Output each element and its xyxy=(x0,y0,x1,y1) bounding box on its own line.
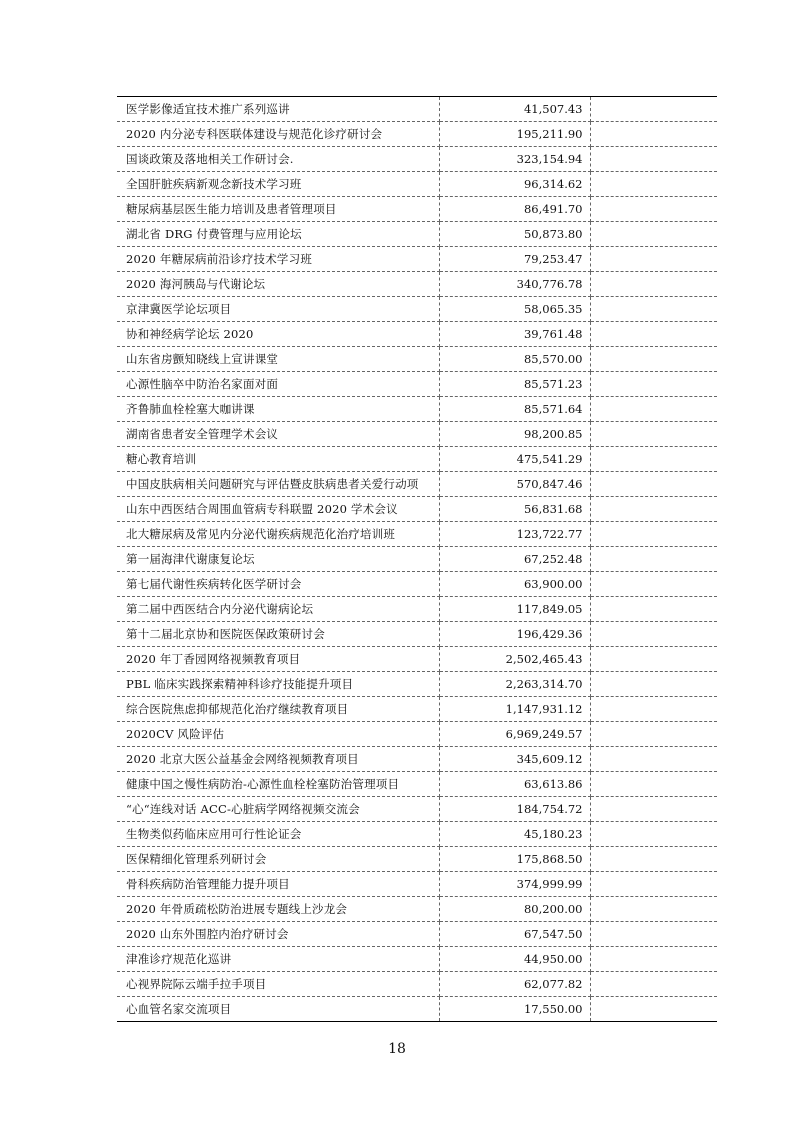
empty-cell xyxy=(590,622,717,647)
amount-cell: 44,950.00 xyxy=(439,947,590,972)
project-name-cell: “心“连线对话 ACC-心脏病学网络视频交流会 xyxy=(117,797,439,822)
project-name-cell: 第一届海津代谢康复论坛 xyxy=(117,547,439,572)
table-row xyxy=(117,972,717,997)
table-row xyxy=(117,247,717,272)
amount-cell: 85,570.00 xyxy=(439,347,590,372)
amount-cell: 63,613.86 xyxy=(439,772,590,797)
empty-cell xyxy=(590,397,717,422)
table-row xyxy=(117,547,717,572)
empty-cell xyxy=(590,122,717,147)
project-name-cell: 湖北省 DRG 付费管理与应用论坛 xyxy=(117,222,439,247)
amount-cell: 39,761.48 xyxy=(439,322,590,347)
project-name-cell: 国谈政策及落地相关工作研讨会. xyxy=(117,147,439,172)
project-name-cell: 2020 海河胰岛与代谢论坛 xyxy=(117,272,439,297)
empty-cell xyxy=(590,797,717,822)
amount-cell: 340,776.78 xyxy=(439,272,590,297)
project-name-cell: 医学影像适宜技术推广系列巡讲 xyxy=(117,97,439,122)
project-name-cell: 2020 年丁香园网络视频教育项目 xyxy=(117,647,439,672)
amount-cell: 2,502,465.43 xyxy=(439,647,590,672)
project-name-cell: 第十二届北京协和医院医保政策研讨会 xyxy=(117,622,439,647)
table-row xyxy=(117,647,717,672)
project-name-cell: 糖心教育培训 xyxy=(117,447,439,472)
table-row xyxy=(117,747,717,772)
project-name-cell: 生物类似药临床应用可行性论证会 xyxy=(117,822,439,847)
project-name-cell: 第七届代谢性疾病转化医学研讨会 xyxy=(117,572,439,597)
table-row xyxy=(117,597,717,622)
empty-cell xyxy=(590,372,717,397)
project-name-cell: 山东省房颤知晓线上宣讲课堂 xyxy=(117,347,439,372)
project-name-cell: 骨科疾病防治管理能力提升项目 xyxy=(117,872,439,897)
amount-cell: 374,999.99 xyxy=(439,872,590,897)
table-row xyxy=(117,722,717,747)
amount-cell: 1,147,931.12 xyxy=(439,697,590,722)
amount-cell: 45,180.23 xyxy=(439,822,590,847)
amount-cell: 79,253.47 xyxy=(439,247,590,272)
empty-cell xyxy=(590,847,717,872)
empty-cell xyxy=(590,872,717,897)
empty-cell xyxy=(590,572,717,597)
amount-cell: 195,211.90 xyxy=(439,122,590,147)
empty-cell xyxy=(590,472,717,497)
amount-cell: 323,154.94 xyxy=(439,147,590,172)
empty-cell xyxy=(590,447,717,472)
amount-cell: 50,873.80 xyxy=(439,222,590,247)
empty-cell xyxy=(590,247,717,272)
amount-cell: 85,571.64 xyxy=(439,397,590,422)
amount-cell: 86,491.70 xyxy=(439,197,590,222)
table-row xyxy=(117,447,717,472)
project-name-cell: 协和神经病学论坛 2020 xyxy=(117,322,439,347)
table-row xyxy=(117,897,717,922)
table-row xyxy=(117,322,717,347)
amount-cell: 175,868.50 xyxy=(439,847,590,872)
empty-cell xyxy=(590,922,717,947)
table-row xyxy=(117,122,717,147)
project-name-cell: 2020 内分泌专科医联体建设与规范化诊疗研讨会 xyxy=(117,122,439,147)
empty-cell xyxy=(590,197,717,222)
amount-cell: 117,849.05 xyxy=(439,597,590,622)
empty-cell xyxy=(590,272,717,297)
empty-cell xyxy=(590,172,717,197)
project-expense-table xyxy=(117,96,717,1022)
amount-cell: 345,609.12 xyxy=(439,747,590,772)
table-row xyxy=(117,822,717,847)
table-row xyxy=(117,347,717,372)
amount-cell: 67,547.50 xyxy=(439,922,590,947)
table-row xyxy=(117,922,717,947)
table-row xyxy=(117,197,717,222)
table-row xyxy=(117,372,717,397)
amount-cell: 184,754.72 xyxy=(439,797,590,822)
table-row xyxy=(117,572,717,597)
amount-cell: 2,263,314.70 xyxy=(439,672,590,697)
amount-cell: 58,065.35 xyxy=(439,297,590,322)
project-name-cell: 2020CV 风险评估 xyxy=(117,722,439,747)
empty-cell xyxy=(590,997,717,1022)
page-number: 18 xyxy=(388,1041,406,1057)
project-name-cell: 齐鲁肺血栓栓塞大咖讲课 xyxy=(117,397,439,422)
project-name-cell: 中国皮肤病相关问题研究与评估暨皮肤病患者关爱行动项 xyxy=(117,472,439,497)
table-row xyxy=(117,222,717,247)
project-name-cell: 第二届中西医结合内分泌代谢病论坛 xyxy=(117,597,439,622)
empty-cell xyxy=(590,697,717,722)
project-name-cell: 糖尿病基层医生能力培训及患者管理项目 xyxy=(117,197,439,222)
project-name-cell: 津准诊疗规范化巡讲 xyxy=(117,947,439,972)
project-name-cell: 医保精细化管理系列研讨会 xyxy=(117,847,439,872)
amount-cell: 475,541.29 xyxy=(439,447,590,472)
empty-cell xyxy=(590,322,717,347)
amount-cell: 62,077.82 xyxy=(439,972,590,997)
amount-cell: 63,900.00 xyxy=(439,572,590,597)
table-row xyxy=(117,672,717,697)
table-row xyxy=(117,172,717,197)
table-row xyxy=(117,697,717,722)
project-name-cell: PBL 临床实践探索精神科诊疗技能提升项目 xyxy=(117,672,439,697)
project-name-cell: 综合医院焦虑抑郁规范化治疗继续教育项目 xyxy=(117,697,439,722)
empty-cell xyxy=(590,822,717,847)
project-name-cell: 心源性脑卒中防治名家面对面 xyxy=(117,372,439,397)
empty-cell xyxy=(590,672,717,697)
amount-cell: 41,507.43 xyxy=(439,97,590,122)
amount-cell: 85,571.23 xyxy=(439,372,590,397)
empty-cell xyxy=(590,222,717,247)
table-row xyxy=(117,272,717,297)
table-row xyxy=(117,472,717,497)
project-name-cell: 山东中西医结合周围血管病专科联盟 2020 学术会议 xyxy=(117,497,439,522)
amount-cell: 196,429.36 xyxy=(439,622,590,647)
amount-cell: 56,831.68 xyxy=(439,497,590,522)
table-row xyxy=(117,522,717,547)
amount-cell: 6,969,249.57 xyxy=(439,722,590,747)
table-row xyxy=(117,872,717,897)
table-row xyxy=(117,997,717,1022)
amount-cell: 123,722.77 xyxy=(439,522,590,547)
project-name-cell: 京津冀医学论坛项目 xyxy=(117,297,439,322)
project-name-cell: 2020 年糖尿病前沿诊疗技术学习班 xyxy=(117,247,439,272)
project-name-cell: 心血管名家交流项目 xyxy=(117,997,439,1022)
empty-cell xyxy=(590,947,717,972)
empty-cell xyxy=(590,722,717,747)
empty-cell xyxy=(590,147,717,172)
table-body xyxy=(117,97,717,1022)
project-name-cell: 2020 北京大医公益基金会网络视频教育项目 xyxy=(117,747,439,772)
empty-cell xyxy=(590,972,717,997)
project-name-cell: 湖南省患者安全管理学术会议 xyxy=(117,422,439,447)
project-name-cell: 2020 年骨质疏松防治进展专题线上沙龙会 xyxy=(117,897,439,922)
table-row xyxy=(117,422,717,447)
table-row xyxy=(117,497,717,522)
project-name-cell: 全国肝脏疾病新观念新技术学习班 xyxy=(117,172,439,197)
empty-cell xyxy=(590,897,717,922)
amount-cell: 67,252.48 xyxy=(439,547,590,572)
amount-cell: 96,314.62 xyxy=(439,172,590,197)
table-row xyxy=(117,297,717,322)
empty-cell xyxy=(590,547,717,572)
project-name-cell: 北大糖尿病及常见内分泌代谢疾病规范化治疗培训班 xyxy=(117,522,439,547)
empty-cell xyxy=(590,772,717,797)
project-name-cell: 2020 山东外围腔内治疗研讨会 xyxy=(117,922,439,947)
empty-cell xyxy=(590,497,717,522)
amount-cell: 570,847.46 xyxy=(439,472,590,497)
empty-cell xyxy=(590,97,717,122)
empty-cell xyxy=(590,747,717,772)
empty-cell xyxy=(590,347,717,372)
table-row xyxy=(117,847,717,872)
table-row xyxy=(117,147,717,172)
project-name-cell: 心视界院际云端手拉手项目 xyxy=(117,972,439,997)
empty-cell xyxy=(590,647,717,672)
table-row xyxy=(117,397,717,422)
amount-cell: 17,550.00 xyxy=(439,997,590,1022)
table-row xyxy=(117,97,717,122)
empty-cell xyxy=(590,597,717,622)
amount-cell: 80,200.00 xyxy=(439,897,590,922)
project-name-cell: 健康中国之慢性病防治-心源性血栓栓塞防治管理项目 xyxy=(117,772,439,797)
empty-cell xyxy=(590,297,717,322)
empty-cell xyxy=(590,422,717,447)
empty-cell xyxy=(590,522,717,547)
table-row xyxy=(117,622,717,647)
table-row xyxy=(117,772,717,797)
table-row xyxy=(117,797,717,822)
amount-cell: 98,200.85 xyxy=(439,422,590,447)
table-row xyxy=(117,947,717,972)
